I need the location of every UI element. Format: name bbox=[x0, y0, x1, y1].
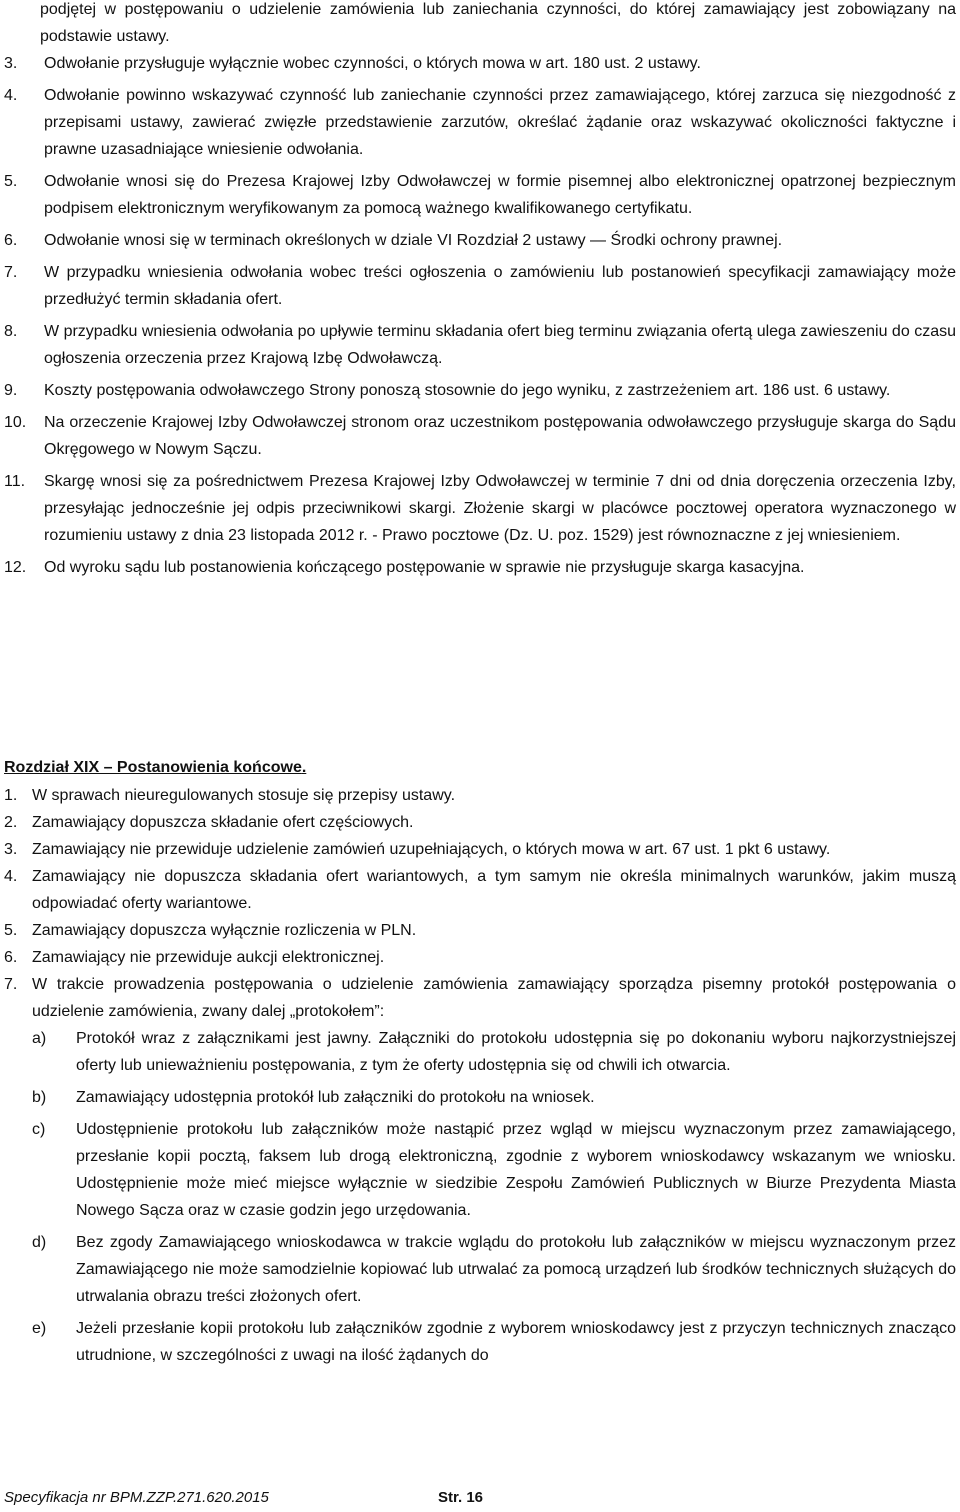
item-number: 4. bbox=[4, 87, 18, 104]
item-number: 7. bbox=[4, 976, 18, 993]
item-text: Zamawiający nie dopuszcza składania ofert wariantowych, a tym samym nie określa minimalnych warunków, jakim muszą odpowiadać oferty wariantowe. bbox=[32, 868, 956, 912]
sub-item-text: Jeżeli przesłanie kopii protokołu lub załączników zgodnie z wyborem wnioskodawcy jest z przyczyn technicznych znacząco utrudnione, w szczególności z uwagi na ilość żądanych do bbox=[76, 1320, 956, 1364]
intro-paragraph: podjętej w postępowaniu o udzielenie zamówienia lub zaniechania czynności, do której zamawiający jest zobowiązany na podstawie ustawy. bbox=[40, 1, 956, 45]
item-number: 7. bbox=[4, 264, 18, 281]
item-text: Odwołanie wnosi się w terminach określonych w dziale VI Rozdział 2 ustawy — Środki ochrony prawnej. bbox=[44, 232, 783, 249]
item-text: Koszty postępowania odwoławczego Strony ponoszą stosownie do jego wyniku, z zastrzeżeniem art. 186 ust. 6 ustawy. bbox=[44, 382, 891, 399]
protocol-sublist bbox=[32, 1025, 956, 1369]
item-text: Odwołanie powinno wskazywać czynność lub zaniechanie czynności przez zamawiającego, której zarzuca się niezgodność z przepisami ustawy, zawierać zwięzłe przedstawienie zarzutów, określać żądanie oraz wskazywać okoliczności faktyczne i prawne uzasadniające wniesienie odwołania. bbox=[44, 87, 956, 158]
list-item bbox=[4, 377, 956, 404]
list-item bbox=[4, 318, 956, 372]
item-text: Odwołanie przysługuje wyłącznie wobec czynności, o których mowa w art. 180 ust. 2 ustawy. bbox=[44, 55, 701, 72]
item-number: 4. bbox=[4, 868, 18, 885]
section-title-text: Rozdział XIX – Postanowienia końcowe bbox=[4, 759, 302, 776]
sub-item-label: b) bbox=[32, 1089, 47, 1106]
item-number: 1. bbox=[4, 787, 18, 804]
sub-item-text: Bez zgody Zamawiającego wnioskodawca w trakcie wglądu do protokołu lub załączników w miejscu wyznaczonym przez Zamawiającego nie może samodzielnie kopiować lub utrwalać za pomocą urządzeń lub środków technicznych służących do utrwalania obrazu treści złożonych ofert. bbox=[76, 1234, 956, 1305]
page-number: Str. 16 bbox=[438, 1489, 484, 1506]
list-item bbox=[4, 168, 956, 222]
sub-item-text: Protokół wraz z załącznikami jest jawny. Załączniki do protokołu udostępnia się po dokonaniu wyboru najkorzystniejszej oferty lub unieważnieniu postępowania, z tym że oferty udostępnia się od chwili ich otwarcia. bbox=[76, 1030, 956, 1074]
item-number: 5. bbox=[4, 173, 18, 190]
list-item bbox=[4, 468, 956, 549]
item-number: 9. bbox=[4, 382, 18, 399]
sub-item bbox=[32, 1116, 956, 1224]
item-number: 2. bbox=[4, 814, 18, 831]
list-item bbox=[4, 227, 956, 254]
item-number: 11. bbox=[4, 473, 26, 490]
list-item bbox=[4, 971, 956, 1025]
item-text: Zamawiający dopuszcza wyłącznie rozliczenia w PLN. bbox=[32, 922, 417, 939]
sub-item-label: a) bbox=[32, 1030, 47, 1047]
item-text: W przypadku wniesienia odwołania wobec treści ogłoszenia o zamówieniu lub postanowień specyfikacji zamawiający może przedłużyć termin składania ofert. bbox=[44, 264, 956, 308]
item-number: 3. bbox=[4, 55, 18, 72]
sub-item-text: Udostępnienie protokołu lub załączników może nastąpić przez wgląd w miejscu wyznaczonym przez zamawiającego, przesłanie kopii pocztą, faksem lub drogą elektroniczną, zgodnie z wyborem wnioskodawcy wskazanym we wniosku. Udostępnienie może mieć miejsce wyłącznie w siedzibie Zespołu Zamówień Publicznych w Biurze Prezydenta Miasta Nowego Sącza oraz w czasie godzin jego urzędowania. bbox=[76, 1121, 956, 1219]
item-text: Zamawiający nie przewiduje aukcji elektronicznej. bbox=[32, 949, 385, 966]
item-text: Odwołanie wnosi się do Prezesa Krajowej Izby Odwoławczej w formie pisemnej albo elektronicznej opatrzonej bezpiecznym podpisem elektronicznym weryfikowanym za pomocą ważnego kwalifikowanego certyfikatu. bbox=[44, 173, 956, 217]
sub-item-text: Zamawiający udostępnia protokół lub załączniki do protokołu na wniosek. bbox=[76, 1089, 595, 1106]
list-item bbox=[4, 409, 956, 463]
sub-item-label: c) bbox=[32, 1121, 46, 1138]
specification-number: Specyfikacja nr BPM.ZZP.271.620.2015 bbox=[4, 1489, 269, 1506]
sub-item-label: d) bbox=[32, 1234, 47, 1251]
page-footer bbox=[4, 1488, 524, 1508]
list-item bbox=[4, 944, 956, 971]
list-item bbox=[4, 259, 956, 313]
item-number: 8. bbox=[4, 323, 18, 340]
list-item bbox=[4, 82, 956, 163]
section-heading bbox=[4, 754, 306, 781]
list-item bbox=[4, 50, 956, 77]
item-text: Na orzeczenie Krajowej Izby Odwoławczej stronom oraz uczestnikom postępowania odwoławczego przysługuje skarga do Sądu Okręgowego w Nowym Sączu. bbox=[44, 414, 956, 458]
item-text: Zamawiający dopuszcza składanie ofert częściowych. bbox=[32, 814, 414, 831]
item-text: Skargę wnosi się za pośrednictwem Prezesa Krajowej Izby Odwoławczej w terminie 7 dni od dnia doręczenia orzeczenia Izby, przesyłając jednocześnie jej odpis przeciwnikowi skargi. Złożenie skargi w placówce pocztowej operatora wyznaczonego w rozumieniu ustawy z dnia 23 listopada 2012 r. - Prawo pocztowe (Dz. U. poz. 1529) jest równoznaczne z jej wniesieniem. bbox=[44, 473, 956, 544]
sub-item bbox=[32, 1084, 956, 1111]
sub-item bbox=[32, 1229, 956, 1310]
appeals-list bbox=[4, 50, 956, 581]
sub-item bbox=[32, 1315, 956, 1369]
list-item bbox=[4, 554, 956, 581]
item-number: 6. bbox=[4, 949, 18, 966]
item-number: 5. bbox=[4, 922, 18, 939]
list-item bbox=[4, 836, 956, 863]
item-number: 3. bbox=[4, 841, 18, 858]
item-number: 10. bbox=[4, 414, 27, 431]
item-text: W trakcie prowadzenia postępowania o udzielenie zamówienia zamawiający sporządza pisemny protokół postępowania o udzielenie zamówienia, zwany dalej „protokołem”: bbox=[32, 976, 956, 1020]
item-number: 6. bbox=[4, 232, 18, 249]
item-text: Od wyroku sądu lub postanowienia kończącego postępowanie w sprawie nie przysługuje skarga kasacyjna. bbox=[44, 559, 805, 576]
item-text: W przypadku wniesienia odwołania po upływie terminu składania ofert bieg terminu związania ofertą ulega zawieszeniu do czasu ogłoszenia orzeczenia przez Krajową Izbę Odwoławczą. bbox=[44, 323, 956, 367]
list-item bbox=[4, 809, 956, 836]
final-provisions-list bbox=[4, 782, 956, 1369]
list-item bbox=[4, 863, 956, 917]
list-item bbox=[4, 917, 956, 944]
item-text: Zamawiający nie przewiduje udzielenie zamówień uzupełniających, o których mowa w art. 67 ust. 1 pkt 6 ustawy. bbox=[32, 841, 831, 858]
item-number: 12. bbox=[4, 559, 27, 576]
list-item bbox=[4, 782, 956, 809]
item-text: W sprawach nieuregulowanych stosuje się przepisy ustawy. bbox=[32, 787, 456, 804]
sub-item-label: e) bbox=[32, 1320, 47, 1337]
sub-item bbox=[32, 1025, 956, 1079]
section-title-suffix: . bbox=[301, 759, 307, 776]
